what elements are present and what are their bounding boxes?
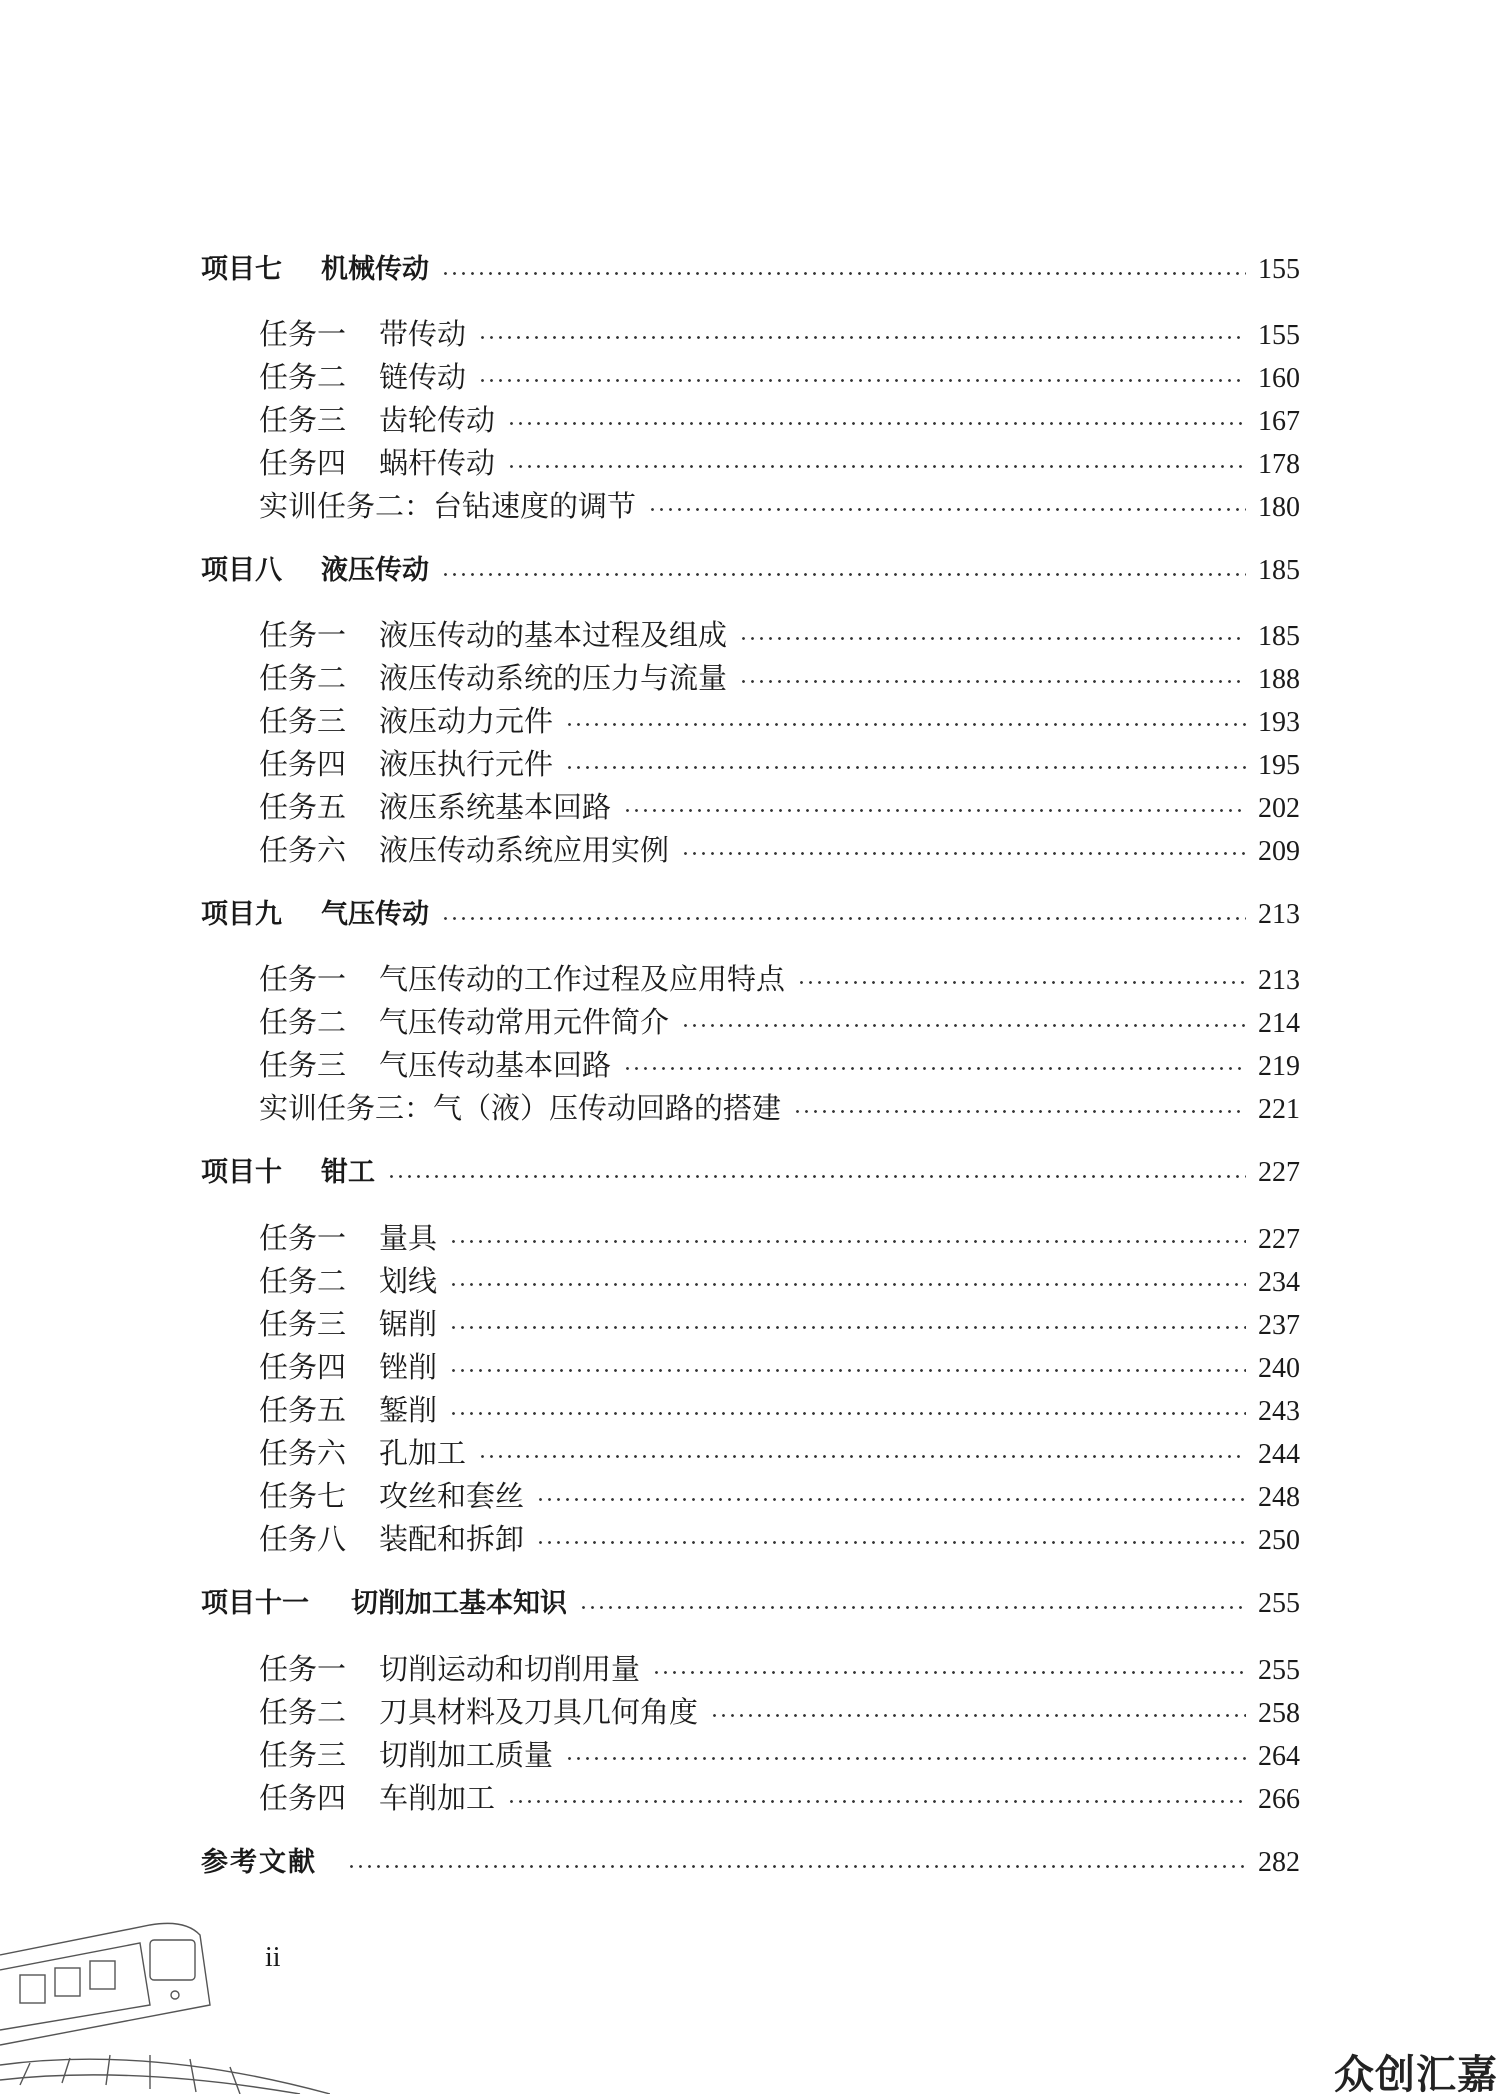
dot-leader bbox=[565, 1757, 1246, 1760]
toc-task-entry[interactable] bbox=[259, 1002, 1300, 1042]
dot-leader bbox=[681, 852, 1246, 855]
entry-number: 任务二 bbox=[259, 1264, 347, 1298]
entry-page-number: 178 bbox=[1258, 449, 1300, 480]
entry-page-number: 237 bbox=[1258, 1310, 1300, 1341]
entry-label bbox=[201, 551, 429, 591]
entry-title: 液压传动系统的压力与流量 bbox=[379, 661, 728, 695]
entry-label bbox=[259, 1519, 524, 1559]
page-number: ii bbox=[265, 1942, 281, 1973]
entry-title: 气压传动常用元件简介 bbox=[379, 1005, 670, 1039]
entry-label bbox=[201, 1153, 375, 1193]
toc-task-entry[interactable] bbox=[259, 1433, 1300, 1473]
dot-leader bbox=[449, 1240, 1246, 1243]
entry-title: 量具 bbox=[379, 1221, 438, 1255]
toc-task-entry[interactable] bbox=[259, 1088, 1300, 1128]
entry-page-number: 264 bbox=[1258, 1741, 1300, 1772]
toc-project-entry[interactable] bbox=[201, 1843, 1300, 1883]
entry-page-number: 185 bbox=[1258, 621, 1300, 652]
entry-title: 切削运动和切削用量 bbox=[379, 1652, 641, 1686]
toc-project-entry[interactable] bbox=[201, 551, 1300, 591]
entry-label bbox=[259, 744, 553, 784]
entry-number: 参考文献 bbox=[201, 1847, 317, 1878]
entry-title: 气压传动基本回路 bbox=[379, 1048, 612, 1082]
toc-project-entry[interactable] bbox=[201, 250, 1300, 290]
toc-task-entry[interactable] bbox=[259, 1519, 1300, 1559]
toc-task-entry[interactable] bbox=[259, 615, 1300, 655]
entry-number: 项目七 bbox=[201, 254, 282, 285]
entry-page-number: 227 bbox=[1258, 1157, 1300, 1188]
toc-task-entry[interactable] bbox=[259, 787, 1300, 827]
entry-label bbox=[259, 1002, 669, 1042]
entry-page-number: 214 bbox=[1258, 1008, 1300, 1039]
entry-page-number: 221 bbox=[1258, 1094, 1300, 1125]
entry-label bbox=[259, 1735, 553, 1775]
entry-title: 链传动 bbox=[379, 360, 467, 394]
entry-label bbox=[259, 1088, 781, 1128]
toc-project-entry[interactable] bbox=[201, 1584, 1300, 1624]
dot-leader bbox=[710, 1714, 1246, 1717]
entry-page-number: 240 bbox=[1258, 1353, 1300, 1384]
entry-page-number: 219 bbox=[1258, 1051, 1300, 1082]
entry-number: 任务四 bbox=[259, 747, 347, 781]
entry-title: 液压动力元件 bbox=[379, 704, 554, 738]
entry-label bbox=[259, 1218, 437, 1258]
entry-label bbox=[259, 1261, 437, 1301]
entry-page-number: 266 bbox=[1258, 1784, 1300, 1815]
entry-page-number: 180 bbox=[1258, 492, 1300, 523]
entry-number: 任务六 bbox=[259, 1436, 347, 1470]
entry-label bbox=[259, 701, 553, 741]
toc-task-entry[interactable] bbox=[259, 1218, 1300, 1258]
entry-page-number: 243 bbox=[1258, 1396, 1300, 1427]
entry-title: 孔加工 bbox=[379, 1436, 467, 1470]
entry-number: 任务一 bbox=[259, 618, 347, 652]
entry-number: 任务二 bbox=[259, 360, 347, 394]
toc-task-entry[interactable] bbox=[259, 443, 1300, 483]
entry-label bbox=[259, 787, 611, 827]
entry-title: 齿轮传动 bbox=[379, 403, 496, 437]
dot-leader bbox=[449, 1412, 1246, 1415]
entry-label bbox=[259, 615, 727, 655]
entry-title: 液压传动系统应用实例 bbox=[379, 833, 670, 867]
entry-page-number: 209 bbox=[1258, 836, 1300, 867]
train-illustration bbox=[0, 1895, 330, 2094]
dot-leader bbox=[387, 1175, 1246, 1178]
entry-page-number: 160 bbox=[1258, 363, 1300, 394]
dot-leader bbox=[681, 1024, 1246, 1027]
toc-task-entry[interactable] bbox=[259, 744, 1300, 784]
dot-leader bbox=[579, 1606, 1246, 1609]
entry-title: 切削加工质量 bbox=[379, 1738, 554, 1772]
toc-task-entry[interactable] bbox=[259, 1649, 1300, 1689]
toc-task-entry[interactable] bbox=[259, 1390, 1300, 1430]
entry-label bbox=[259, 1649, 640, 1689]
entry-title: 划线 bbox=[379, 1264, 438, 1298]
entry-number: 项目十 bbox=[201, 1157, 282, 1188]
entry-number: 任务三 bbox=[259, 1307, 347, 1341]
entry-number: 任务三 bbox=[259, 1048, 347, 1082]
entry-number: 任务三 bbox=[259, 704, 347, 738]
toc-task-entry[interactable] bbox=[259, 1735, 1300, 1775]
dot-leader bbox=[507, 1800, 1246, 1803]
entry-label bbox=[259, 1045, 611, 1085]
toc-task-entry[interactable] bbox=[259, 658, 1300, 698]
toc-task-entry[interactable] bbox=[259, 1778, 1300, 1818]
entry-page-number: 155 bbox=[1258, 320, 1300, 351]
entry-title: 刀具材料及刀具几何角度 bbox=[379, 1695, 699, 1729]
entry-label bbox=[259, 1476, 524, 1516]
dot-leader bbox=[449, 1283, 1246, 1286]
entry-page-number: 282 bbox=[1258, 1847, 1300, 1878]
entry-label bbox=[259, 1347, 437, 1387]
entry-number: 任务一 bbox=[259, 1221, 347, 1255]
entry-number: 任务八 bbox=[259, 1522, 347, 1556]
entry-label bbox=[201, 250, 429, 290]
toc-task-entry[interactable] bbox=[259, 830, 1300, 870]
entry-number: 项目九 bbox=[201, 899, 282, 930]
toc-project-entry[interactable] bbox=[201, 1153, 1300, 1193]
entry-page-number: 213 bbox=[1258, 965, 1300, 996]
toc-task-entry[interactable] bbox=[259, 486, 1300, 526]
entry-number: 任务三 bbox=[259, 1738, 347, 1772]
entry-label bbox=[259, 400, 495, 440]
entry-page-number: 193 bbox=[1258, 707, 1300, 738]
entry-title: 气压传动 bbox=[321, 899, 429, 930]
entry-label bbox=[201, 1843, 335, 1883]
dot-leader bbox=[347, 1865, 1246, 1868]
entry-title: 錾削 bbox=[379, 1393, 438, 1427]
entry-title: 液压传动 bbox=[321, 555, 429, 586]
entry-page-number: 248 bbox=[1258, 1482, 1300, 1513]
dot-leader bbox=[797, 981, 1246, 984]
dot-leader bbox=[536, 1541, 1246, 1544]
entry-page-number: 227 bbox=[1258, 1224, 1300, 1255]
entry-title: 装配和拆卸 bbox=[379, 1522, 525, 1556]
entry-label bbox=[259, 486, 636, 526]
entry-page-number: 155 bbox=[1258, 254, 1300, 285]
entry-number: 任务七 bbox=[259, 1479, 347, 1513]
entry-number: 项目八 bbox=[201, 555, 282, 586]
dot-leader bbox=[793, 1110, 1246, 1113]
dot-leader bbox=[623, 1067, 1246, 1070]
entry-page-number: 244 bbox=[1258, 1439, 1300, 1470]
entry-title: 钳工 bbox=[321, 1157, 375, 1188]
entry-label bbox=[201, 895, 429, 935]
toc-task-entry[interactable] bbox=[259, 357, 1300, 397]
entry-page-number: 167 bbox=[1258, 406, 1300, 437]
entry-label bbox=[259, 1433, 466, 1473]
dot-leader bbox=[441, 573, 1246, 576]
entry-page-number: 258 bbox=[1258, 1698, 1300, 1729]
entry-title: 蜗杆传动 bbox=[379, 446, 496, 480]
entry-number: 任务一 bbox=[259, 962, 347, 996]
entry-label bbox=[259, 314, 466, 354]
entry-page-number: 195 bbox=[1258, 750, 1300, 781]
toc-task-entry[interactable] bbox=[259, 1045, 1300, 1085]
entry-page-number: 255 bbox=[1258, 1588, 1300, 1619]
toc-task-entry[interactable] bbox=[259, 1476, 1300, 1516]
entry-title: 锯削 bbox=[379, 1307, 438, 1341]
entry-label bbox=[259, 1390, 437, 1430]
toc-task-entry[interactable] bbox=[259, 701, 1300, 741]
entry-title: 攻丝和套丝 bbox=[379, 1479, 525, 1513]
entry-title: 切削加工基本知识 bbox=[351, 1588, 567, 1619]
watermark-logo: 众创汇嘉 bbox=[1334, 2052, 1498, 2098]
entry-title: 实训任务二：台钻速度的调节 bbox=[259, 489, 637, 523]
entry-label bbox=[259, 830, 669, 870]
dot-leader bbox=[449, 1369, 1246, 1372]
entry-label bbox=[259, 443, 495, 483]
entry-title: 液压传动的基本过程及组成 bbox=[379, 618, 728, 652]
entry-page-number: 188 bbox=[1258, 664, 1300, 695]
entry-number: 任务二 bbox=[259, 661, 347, 695]
entry-title: 液压系统基本回路 bbox=[379, 790, 612, 824]
toc-task-entry[interactable] bbox=[259, 314, 1300, 354]
entry-page-number: 255 bbox=[1258, 1655, 1300, 1686]
dot-leader bbox=[441, 272, 1246, 275]
entry-number: 任务四 bbox=[259, 1350, 347, 1384]
entry-number: 任务一 bbox=[259, 317, 347, 351]
entry-number: 项目十一 bbox=[201, 1588, 309, 1619]
entry-page-number: 213 bbox=[1258, 899, 1300, 930]
entry-number: 任务四 bbox=[259, 1781, 347, 1815]
entry-page-number: 234 bbox=[1258, 1267, 1300, 1298]
entry-title: 气压传动的工作过程及应用特点 bbox=[379, 962, 786, 996]
entry-number: 任务四 bbox=[259, 446, 347, 480]
entry-label bbox=[259, 1778, 495, 1818]
toc-task-entry[interactable] bbox=[259, 1692, 1300, 1732]
entry-label bbox=[259, 1692, 698, 1732]
entry-number: 任务六 bbox=[259, 833, 347, 867]
dot-leader bbox=[739, 637, 1246, 640]
dot-leader bbox=[478, 379, 1246, 382]
toc-project-entry[interactable] bbox=[201, 895, 1300, 935]
toc-task-entry[interactable] bbox=[259, 400, 1300, 440]
entry-label bbox=[201, 1584, 567, 1624]
dot-leader bbox=[565, 766, 1246, 769]
entry-number: 任务二 bbox=[259, 1005, 347, 1039]
entry-title: 锉削 bbox=[379, 1350, 438, 1384]
toc-task-entry[interactable] bbox=[259, 1347, 1300, 1387]
dot-leader bbox=[565, 723, 1246, 726]
dot-leader bbox=[648, 508, 1246, 511]
entry-label bbox=[259, 357, 466, 397]
dot-leader bbox=[449, 1326, 1246, 1329]
entry-title: 实训任务三：气（液）压传动回路的搭建 bbox=[259, 1091, 782, 1125]
entry-number: 任务五 bbox=[259, 790, 347, 824]
dot-leader bbox=[441, 917, 1246, 920]
entry-title: 带传动 bbox=[379, 317, 467, 351]
entry-label bbox=[259, 1304, 437, 1344]
entry-label bbox=[259, 658, 727, 698]
entry-number: 任务五 bbox=[259, 1393, 347, 1427]
entry-page-number: 185 bbox=[1258, 555, 1300, 586]
entry-number: 任务二 bbox=[259, 1695, 347, 1729]
dot-leader bbox=[478, 336, 1246, 339]
dot-leader bbox=[536, 1498, 1246, 1501]
entry-label bbox=[259, 959, 785, 999]
toc-task-entry[interactable] bbox=[259, 959, 1300, 999]
entry-title: 液压执行元件 bbox=[379, 747, 554, 781]
entry-number: 任务一 bbox=[259, 1652, 347, 1686]
entry-page-number: 250 bbox=[1258, 1525, 1300, 1556]
entry-title: 车削加工 bbox=[379, 1781, 496, 1815]
entry-page-number: 202 bbox=[1258, 793, 1300, 824]
dot-leader bbox=[507, 422, 1246, 425]
dot-leader bbox=[478, 1455, 1246, 1458]
entry-title: 机械传动 bbox=[321, 254, 429, 285]
dot-leader bbox=[652, 1671, 1246, 1674]
entry-number: 任务三 bbox=[259, 403, 347, 437]
toc-task-entry[interactable] bbox=[259, 1261, 1300, 1301]
dot-leader bbox=[623, 809, 1246, 812]
dot-leader bbox=[507, 465, 1246, 468]
dot-leader bbox=[739, 680, 1246, 683]
toc-task-entry[interactable] bbox=[259, 1304, 1300, 1344]
